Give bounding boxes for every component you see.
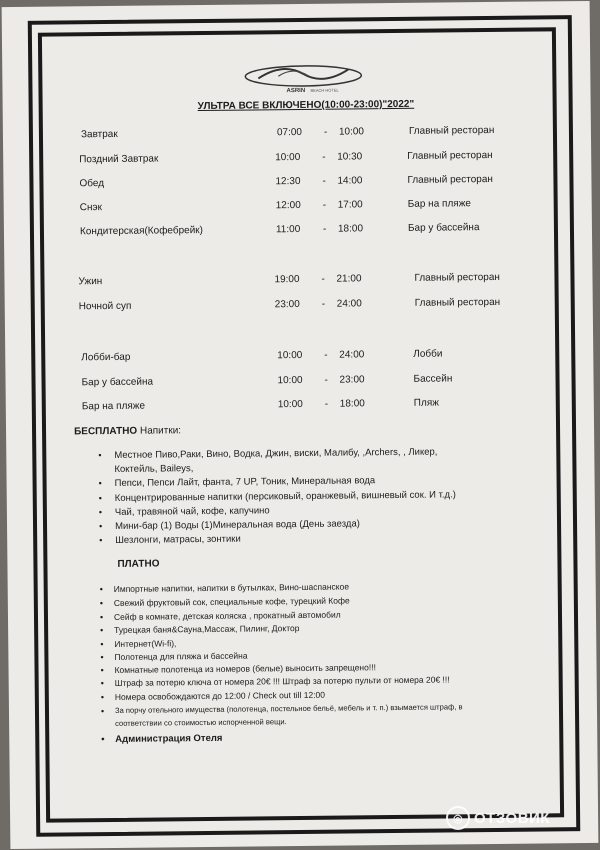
logo-sub: BEACH HOTEL — [310, 87, 339, 93]
schedule-start: 12:00 — [275, 199, 301, 212]
free-item-text: Шезлонги, матрасы, зонтики — [115, 533, 241, 546]
schedule-name: Ужин — [78, 276, 103, 288]
paper-sheet — [2, 1, 599, 849]
watermark-icon: ◎ — [446, 806, 470, 830]
bullet-icon: • — [98, 478, 102, 489]
schedule-name: Завтрак — [80, 128, 118, 141]
bullet-icon: • — [99, 535, 103, 546]
free-list-item — [114, 463, 193, 475]
schedule-name: Кондитерская(Кофебрейк) — [79, 225, 204, 238]
schedule-start: 10:00 — [277, 398, 303, 411]
schedule-dash: - — [324, 398, 329, 410]
watermark: ◎ ОТЗОВИК — [446, 806, 550, 830]
schedule-end: 10:00 — [338, 126, 365, 138]
logo-brand: ASRIN — [286, 87, 306, 95]
schedule-place: Бассейн — [413, 373, 453, 385]
schedule-place: Главный ресторан — [407, 173, 493, 186]
paid-list-item — [115, 717, 287, 728]
schedule-name: Бар на пляже — [81, 400, 146, 413]
paid-item-text: Номера освобождаются до 12:00 / Check out till 12:00 — [114, 689, 326, 702]
paid-section-title: ПЛАТНО — [117, 558, 160, 570]
bullet-icon: • — [99, 584, 103, 595]
paid-item-text: соответствии со стоимостью испорченной вещи. — [115, 717, 287, 728]
schedule-name: Обед — [79, 178, 105, 190]
schedule-start: 10:00 — [275, 151, 301, 164]
schedule-end: 18:00 — [339, 398, 365, 410]
bullet-icon: • — [98, 521, 103, 532]
schedule-start: 07:00 — [276, 126, 303, 139]
schedule-dash: - — [324, 374, 328, 386]
schedule-place: Бар на пляже — [407, 198, 471, 210]
free-list-item — [98, 505, 270, 518]
bullet-icon: • — [98, 450, 102, 461]
schedule-name: Поздний Завтрак — [79, 153, 159, 166]
schedule-name: Ночной суп — [78, 300, 132, 313]
schedule-end: 18:00 — [337, 223, 364, 235]
schedule-end: 24:00 — [336, 298, 362, 310]
free-item-text: Пепси, Пепси Лайт, фанта, 7 UP, Тоник, Минеральная вода — [114, 475, 376, 489]
schedule-dash: - — [323, 126, 328, 138]
paid-item-text: Турецкая баня&Сауна,Массаж, Пилинг, Доктор — [114, 623, 300, 635]
bullet-icon: • — [100, 678, 104, 689]
schedule-dash: - — [322, 151, 326, 163]
paid-list-item — [100, 638, 177, 650]
paid-item-text: Полотенца для пляжа и бассейна — [114, 650, 248, 662]
bullet-icon: • — [99, 598, 104, 609]
paid-item-text: Интернет(Wi-fi), — [114, 638, 177, 649]
schedule-start: 19:00 — [274, 273, 300, 286]
bullet-icon: • — [98, 507, 103, 518]
schedule-dash: - — [322, 199, 327, 211]
bullet-icon: • — [100, 639, 104, 650]
paid-item-text: Штраф за потерю ключа от номера 20€ !!! Штраф за потерю пульти от номера 20€ !!! — [114, 674, 450, 688]
schedule-place: Пляж — [413, 397, 439, 409]
bullet-icon: • — [99, 612, 104, 623]
bullet-icon: • — [100, 665, 104, 676]
schedule-dash: - — [322, 175, 326, 187]
page-title: УЛЬТРА ВСЕ ВКЛЮЧЕНО(10:00-23:00)"2022" — [197, 98, 415, 113]
schedule-dash: - — [324, 349, 328, 361]
schedule-dash: - — [321, 298, 326, 310]
paid-list-item — [100, 650, 248, 663]
paid-item-text: Комнатные полотенца из номеров (белые) выносить запрещено!!! — [114, 662, 376, 675]
free-item-text: Местное Пиво,Раки, Вино, Водка, Джин, виски, Малибу, ,Archers, , Ликер, — [114, 446, 438, 461]
paid-item-text: За порчу отельного имущества (полотенца, постельное бельё, мебель и т. п.) взымается штраф, в — [114, 702, 463, 715]
schedule-end: 10:30 — [337, 151, 363, 163]
schedule-place: Главный ресторан — [414, 271, 500, 284]
free-item-text: Мини-бар (1) Воды (1)Минеральная вода (День заезда) — [114, 518, 360, 532]
schedule-name: Лобби-бар — [81, 351, 131, 364]
schedule-start: 23:00 — [274, 298, 300, 311]
schedule-end: 21:00 — [336, 273, 362, 285]
bullet-icon: • — [100, 652, 104, 663]
admin-signature: • Администрация Отеля — [101, 732, 223, 746]
schedule-end: 17:00 — [337, 199, 363, 211]
schedule-name: Снэк — [79, 202, 103, 214]
free-item-text: Чай, травяной чай, кофе, капучино — [114, 505, 270, 518]
schedule-start: 12:30 — [275, 175, 301, 188]
bullet-icon: • — [100, 706, 105, 717]
bullet-icon: • — [98, 493, 102, 504]
free-item-text: Концентрированные напитки (персиковый, оранжевый, вишневый сок. И т.д.) — [114, 489, 456, 504]
schedule-dash: - — [322, 223, 327, 235]
schedule-place: Главный ресторан — [407, 149, 493, 162]
schedule-start: 10:00 — [277, 349, 303, 362]
schedule-place: Главный ресторан — [414, 296, 501, 309]
schedule-dash: - — [321, 273, 325, 285]
bullet-icon: • — [100, 625, 104, 636]
schedule-place: Бар у бассейна — [407, 222, 480, 234]
free-section-title: БЕСПЛАТНО Напитки: — [74, 425, 182, 438]
paid-item-text: Импортные напитки, напитки в бутылках, Вино-шаспанское — [113, 581, 350, 594]
schedule-name: Бар у бассейна — [81, 376, 154, 389]
schedule-place: Главный ресторан — [408, 124, 495, 137]
schedule-end: 23:00 — [339, 374, 365, 386]
free-item-text: Коктейль, Baileys, — [114, 463, 194, 475]
schedule-end: 14:00 — [337, 175, 363, 187]
schedule-place: Лобби — [413, 348, 443, 360]
bullet-icon: • — [100, 692, 105, 703]
schedule-start: 10:00 — [277, 374, 303, 387]
schedule-start: 11:00 — [275, 223, 301, 236]
paid-list-item — [100, 623, 300, 636]
hotel-logo-icon — [238, 59, 368, 94]
schedule-end: 24:00 — [339, 349, 365, 361]
paid-item-text: Свежий фруктовый сок, специальные кофе, турецкий Кофе — [113, 595, 350, 608]
free-list-item — [99, 533, 241, 546]
paid-item-text: Сейф в комнате, детская коляска , прокатный автомобил — [113, 609, 341, 622]
